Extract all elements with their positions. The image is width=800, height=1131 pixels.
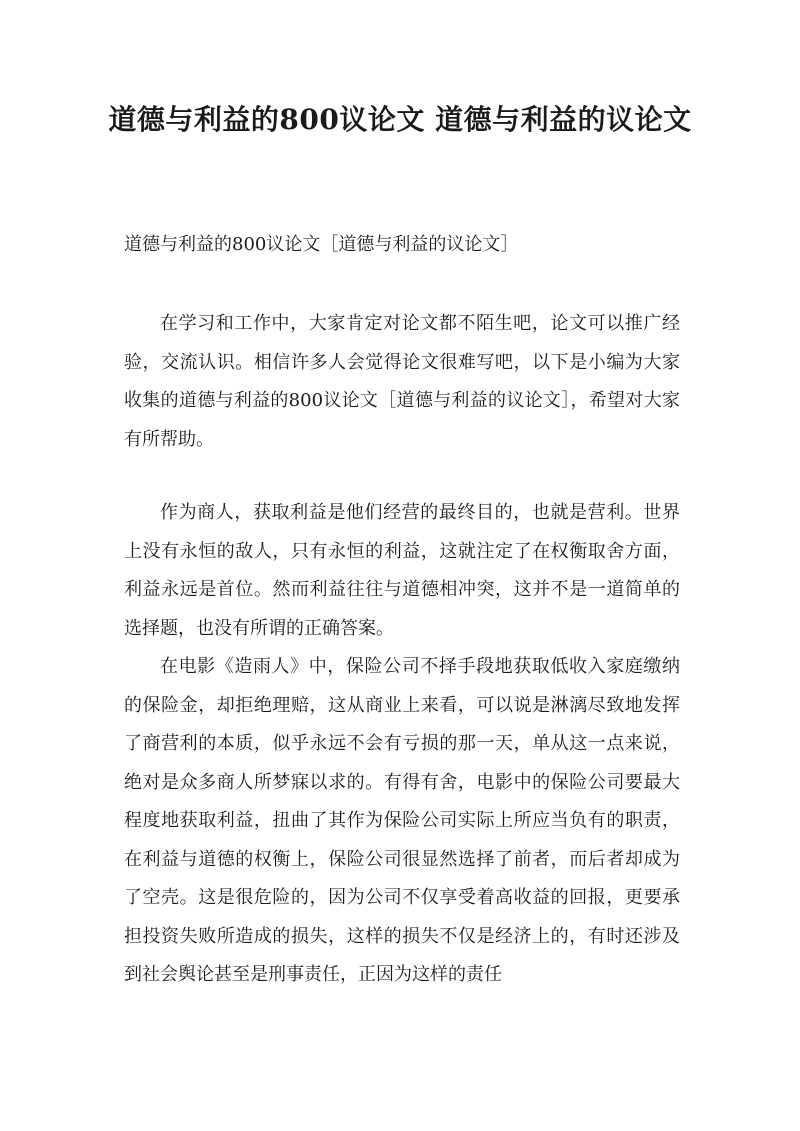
body-paragraph: 作为商人，获取利益是他们经营的最终目的，也就是营利。世界上没有永恒的敌人，只有永恒的利益，这就注定了在权衡取舍方面，利益永远是首位。然而利益往往与道德相冲突，这并不是一道简单的选择题，也没有所谓的正确答案。 <box>124 502 680 639</box>
body-paragraph: 在电影《造雨人》中，保险公司不择手段地获取低收入家庭缴纳的保险金，却拒绝理赔，这从商业上来看，可以说是淋漓尽致地发挥了商营利的本质，似乎永远不会有亏损的那一天，单从这一点来说，绝对是众多商人所梦寐以求的。有得有舍，电影中的保险公司要最大程度地获取利益，扭曲了其作为保险公司实际上所应当负有的职责，在利益与道德的权衡上，保险公司很显然选择了前者，而后者却成为了空壳。这是很危险的，因为公司不仅享受着高收益的回报，更要承担投资失败所造成的损失，这样的损失不仅是经济上的，有时还涉及到社会舆论甚至是刑事责任，正因为这样的责任 <box>124 656 680 985</box>
intro-paragraph: 在学习和工作中，大家肯定对论文都不陌生吧，论文可以推广经验，交流认识。相信许多人会觉得论文很难写吧，以下是小编为大家收集的道德与利益的800议论文［道德与利益的议论文］，希望对大家有所帮助。 <box>124 313 680 450</box>
body-section <box>124 494 680 995</box>
document-title: 道德与利益的800议论文 道德与利益的议论文 <box>108 103 692 136</box>
document-subtitle: 道德与利益的800议论文［道德与利益的议论文］ <box>124 234 519 255</box>
intro-section <box>124 305 680 459</box>
